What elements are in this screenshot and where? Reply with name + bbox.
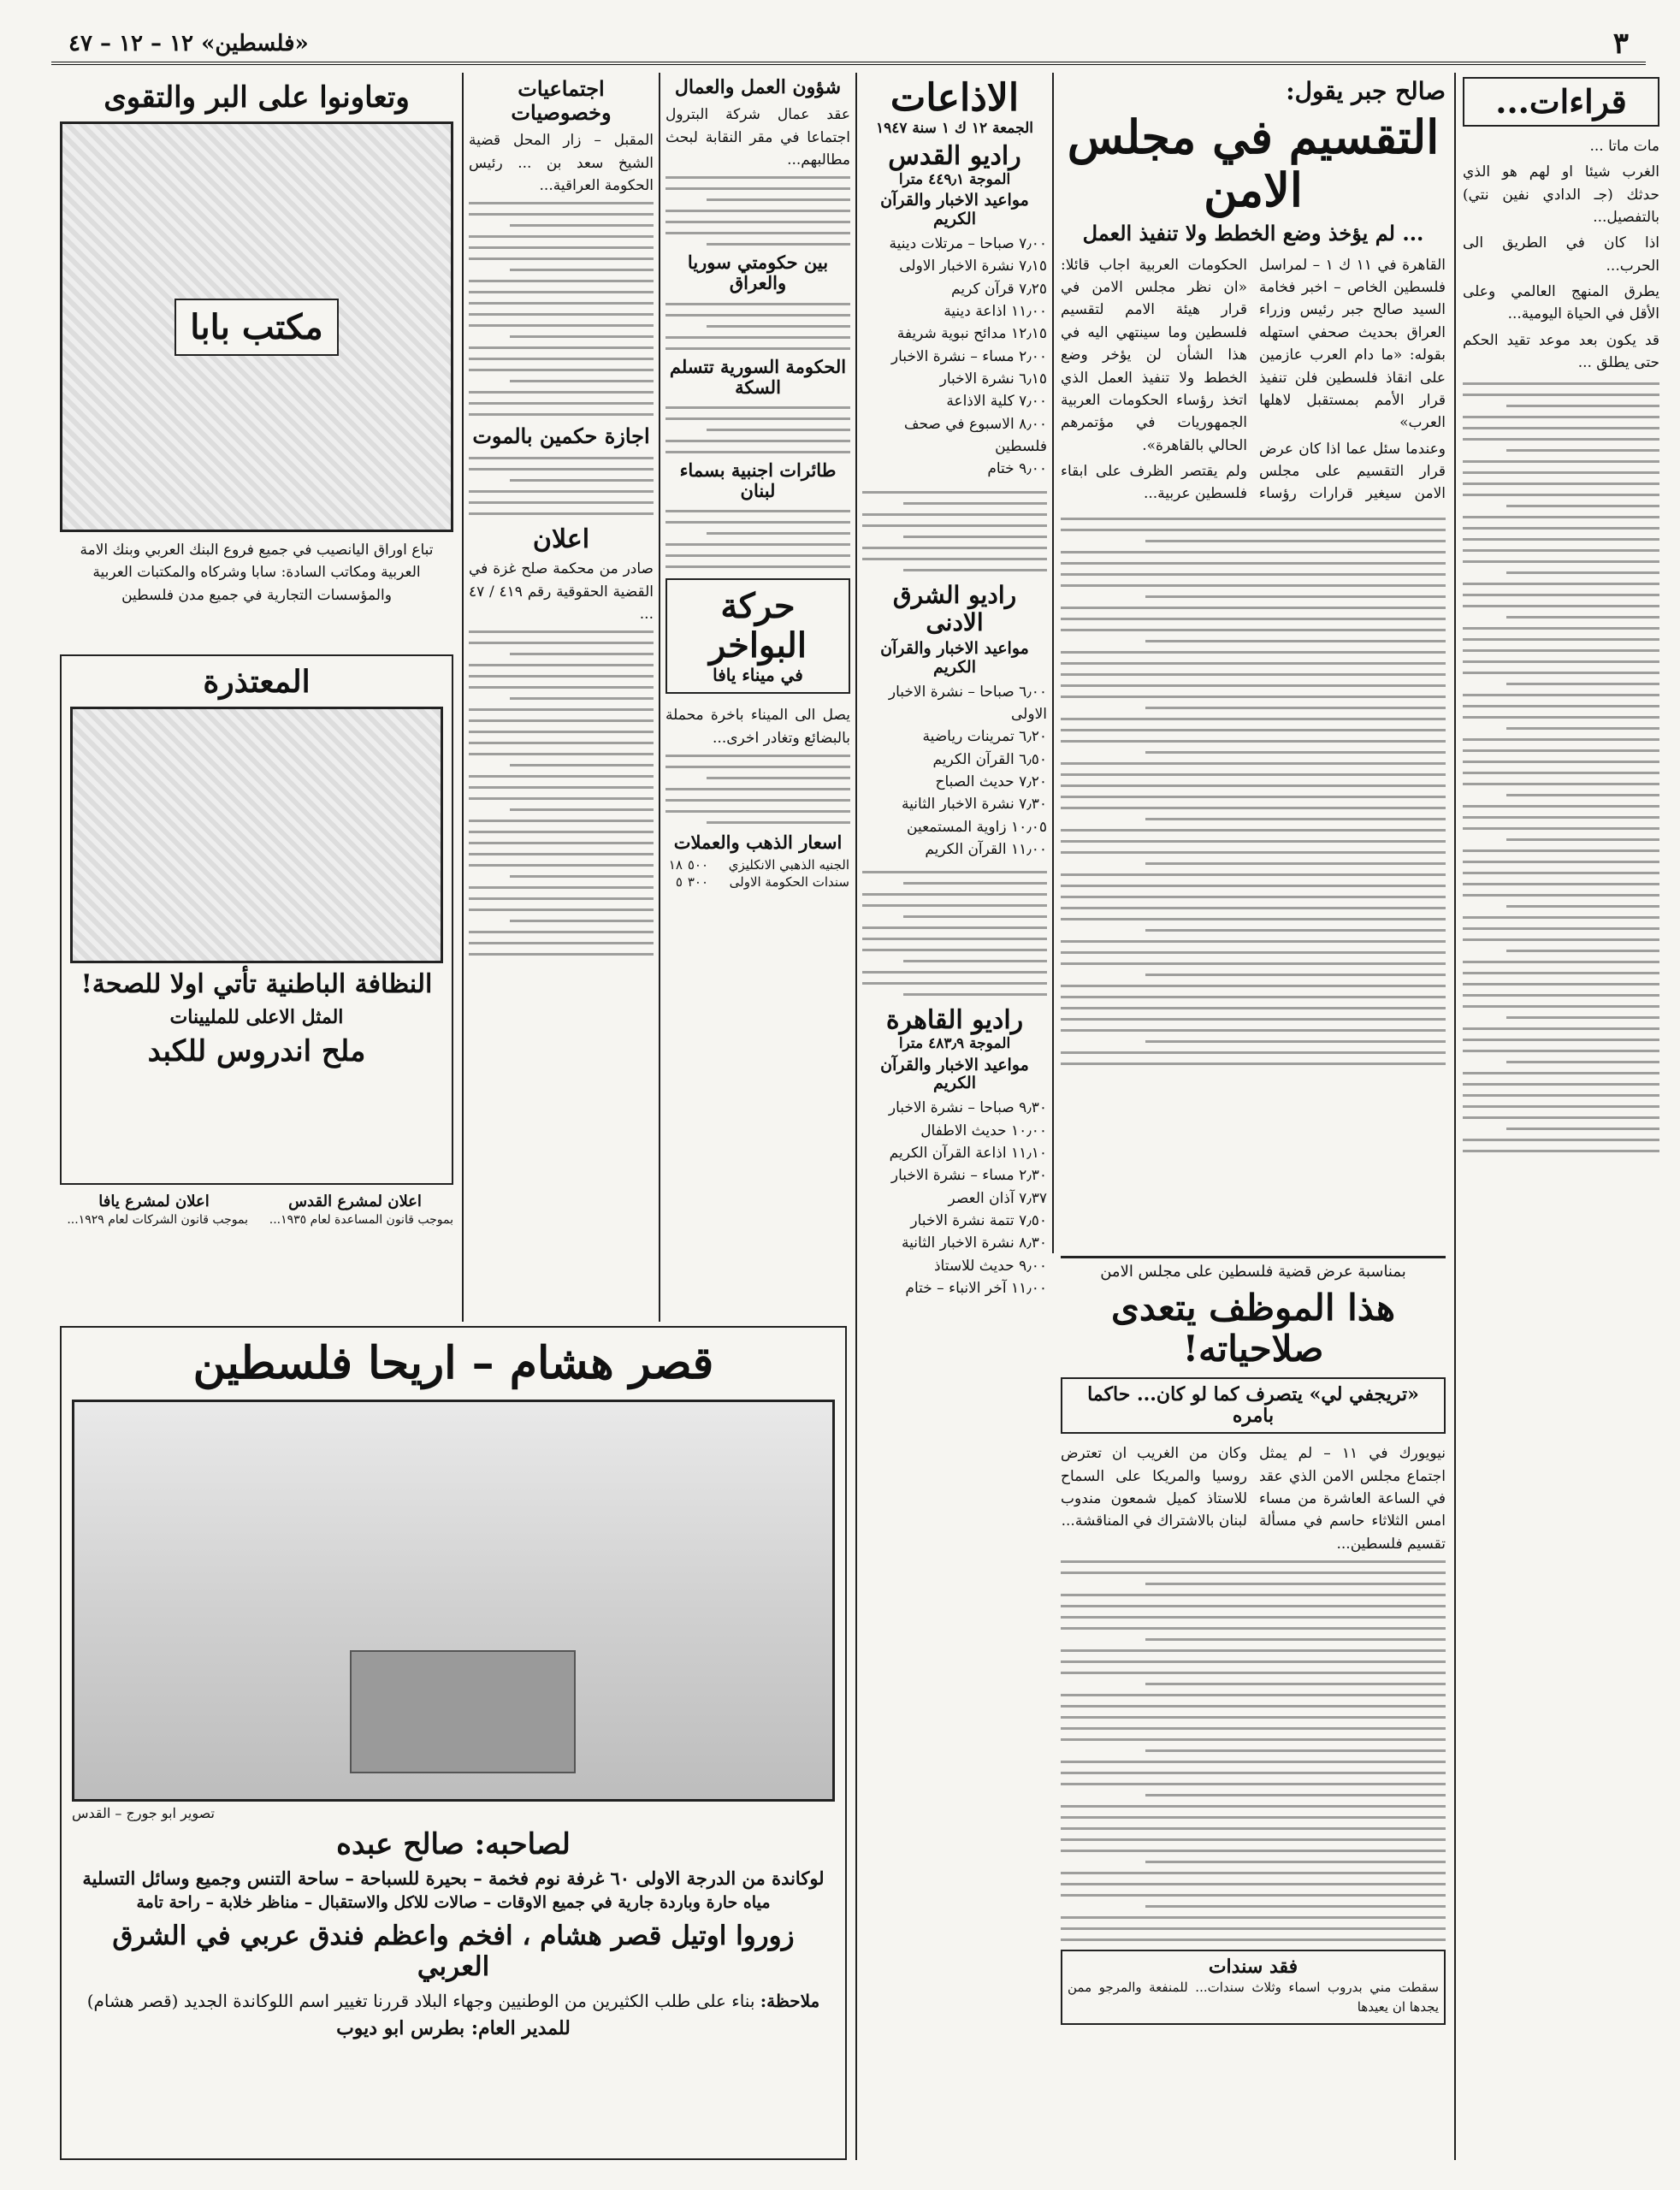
hotel-note-text: بناء على طلب الكثيرين من الوطنيين وجهاء البلاد قررنا تغيير اسم اللوكاندة الجديد (قصر هشام) (86, 1991, 755, 2012)
date-line: «فلسطين» ١٢ – ١٢ – ٤٧ (68, 31, 309, 56)
schedule-item: ٦٫١٥ نشرة الاخبار (939, 370, 1047, 388)
readings-para: الغرب شيئا او لهم هو الذي حدثك (جـ الدادي نفين نتي) بالتفصيل... (1463, 163, 1659, 227)
social-sub1: اجازة حكمين بالموت (472, 423, 650, 449)
lottery-footer: تباع اوراق اليانصيب في جميع فروع البنك العربي وبنك الامة العربية ومكاتب السادة: سابا وشركاه والمكتبات العربية والمؤسسات التجارية في جميع مدن فلسطين (80, 542, 434, 604)
schedule-item: ١٠٫٠٠ حديث الاطفال (920, 1122, 1047, 1139)
hotel-line1: لوكاندة من الدرجة الاولى ٦٠ غرفة نوم فخمة – بحيرة للسباحة – ساحة التنس وجميع وسائل التسلية (82, 1867, 825, 1889)
second-headline: هذا الموظف يتعدى صلاحياته! (1110, 1287, 1395, 1370)
labour-lines (665, 401, 850, 453)
second-caption: بمناسبة عرض قضية فلسطين على مجلس الامن (1100, 1263, 1406, 1281)
liver-salt-title: المعتذرة (203, 664, 311, 700)
hotel-big-line: زوروا اوتيل قصر هشام ، افخم واعظم فندق عربي في الشرق العربي (112, 1920, 795, 1982)
readings-column (1463, 77, 1659, 2156)
main-para: ولم يقتصر الظرف على ابقاء فلسطين عربية... (1061, 462, 1247, 503)
schedule-item: ٨٫٠٠ الاسبوع في صحف فلسطين (903, 415, 1047, 455)
station-cairo-wave: الموجة ٤٨٣٫٩ مترا (898, 1034, 1011, 1052)
main-text-lines (1061, 512, 1446, 1065)
readings-para: اذا كان في الطريق الى الحرب... (1463, 234, 1659, 275)
lottery-image (60, 121, 453, 532)
schedule-item: ٧٫٢٥ قرآن كريم (951, 280, 1047, 298)
hotel-ad (60, 1326, 847, 2160)
social-body: المقبل – زار المحل قضية الشيخ سعد بن ... رئيس الحكومة العراقية... (469, 132, 654, 194)
hotel-note-label: ملاحظة: (760, 1991, 820, 2012)
schedule-item: ٢٫٠٠ مساء – نشرة الاخبار (890, 347, 1047, 365)
schedule-item: ٢٫٣٠ مساء – نشرة الاخبار (890, 1167, 1047, 1185)
section-divider (1061, 1256, 1446, 1258)
labour-lines (665, 171, 850, 246)
column-rule (855, 73, 857, 2160)
schedule-item: ٦٫٥٠ القرآن الكريم (932, 750, 1047, 768)
schedule-item: ١٠٫٠٥ زاوية المستمعين (907, 818, 1047, 836)
social-lines (469, 452, 654, 515)
social-sub2-body: صادر من محكمة صلح غزة في القضية الحقوقية رقم ٤١٩ / ٤٧ ... (469, 560, 654, 623)
schedule-item: ٧٫٠٠ كلية الاذاعة (946, 393, 1047, 411)
port-subtitle: في ميناء يافا (713, 665, 803, 686)
schedule-item: ٩٫٠٠ ختام (987, 460, 1047, 478)
labour-title: شؤون العمل والعمال (674, 77, 842, 98)
small-ad (60, 1193, 248, 1305)
liver-salt-brand: ملح اندروس للكبد (147, 1034, 366, 1069)
readings-para: يطرق المنهج العالمي وعلى الأقل في الحياة اليومية... (1463, 283, 1659, 323)
gold-table (665, 856, 850, 891)
readings-text-lines (1463, 377, 1659, 1152)
table-row (665, 856, 850, 873)
broadcasts-date: الجمعة ١٢ ك ١ سنة ١٩٤٧ (875, 119, 1034, 137)
main-kicker: صالح جبر يقول: (1286, 77, 1446, 105)
port-lines (665, 749, 850, 824)
liver-salt-headline: النظافة الباطنية تأتي اولا للصحة! (80, 969, 433, 1000)
schedule-item: ١١٫٠٠ اذاعة دينية (944, 302, 1047, 320)
schedule-lines (862, 486, 1047, 571)
social-column (469, 77, 654, 1317)
readings-para: مات ماتا ... (1589, 138, 1659, 155)
schedule-item: ٧٫٣٧ آذان العصر (948, 1189, 1047, 1207)
main-subhead: ... لم يؤخذ وضع الخطط ولا تنفيذ العمل (1082, 221, 1424, 246)
column-rule (1052, 73, 1054, 1253)
page-number: ٣ (1612, 27, 1629, 61)
port-box (665, 578, 850, 694)
labour-sub2: الحكومة السورية تتسلم السكة (669, 355, 847, 398)
readings-title: قراءات... (1495, 82, 1627, 121)
schedule-item: ٦٫٢٠ تمرينات رياضية (922, 728, 1047, 746)
readings-title-box (1463, 77, 1659, 127)
cairo-schedule (862, 1097, 1047, 1299)
station-cairo: راديو القاهرة (885, 1005, 1024, 1036)
hotel-line2: مياه حارة وباردة جارية في جميع الاوقات – صالات للاكل والاستقبال – مناظر خلابة – راحة تامة (136, 1893, 771, 1913)
small-ad (257, 1193, 453, 1305)
second-text-lines (1061, 1555, 1446, 1941)
port-title: حركة البواخر (709, 586, 807, 666)
schedule-item: ٧٫٣٠ نشرة الاخبار الثانية (902, 796, 1047, 814)
gold-cell: ٥٠٠ (687, 857, 709, 873)
schedule-item: ٧٫١٥ نشرة الاخبار الاولى (899, 257, 1047, 275)
hotel-photo (72, 1400, 835, 1802)
schedule-title: مواعيد الاخبار والقرآن الكريم (880, 639, 1029, 677)
social-title: اجتماعيات وخصوصيات (511, 77, 612, 125)
liver-salt-image (70, 707, 443, 963)
second-subhead: «تريجفي لي» يتصرف كما لو كان... حاكما بامره (1061, 1377, 1446, 1435)
lost-notice-body: سقطت مني بدروب اسماء وثلاث سندات... للمنفعة والمرجو ممن يجدها ان يعيدها (1068, 1980, 1439, 2015)
social-lines (469, 197, 654, 416)
gold-title: اسعار الذهب والعملات (673, 831, 843, 853)
readings-body (1463, 135, 1659, 374)
near-east-schedule (862, 681, 1047, 861)
small-ad-body: بموجب قانون المساعدة لعام ١٩٣٥... (269, 1212, 453, 1227)
labour-lines (665, 505, 850, 568)
port-body: يصل الى الميناء باخرة محملة بالبضائع وتغادر اخرى... (665, 707, 850, 747)
column-rule (462, 73, 464, 1322)
schedule-title: مواعيد الاخبار والقرآن الكريم (880, 1055, 1029, 1093)
second-article (1061, 1263, 1446, 2161)
lottery-brand: مكتب بابا (175, 299, 338, 356)
main-para: القاهرة في ١١ ك ١ – لمراسل فلسطين الخاص – اخبر فخامة السيد صالح جبر رئيس وزراء العراق بحديث صحفي استهله بقوله: «ما دام العرب عازمين على انقاذ فلسطين فلن تنفيذ قرار الأمم بمستقبل لاهلها العرب» (1259, 256, 1446, 432)
schedule-item: ٧٫٢٠ حديث الصباح (935, 773, 1047, 791)
photo-caption: تصوير ابو جورج – القدس (72, 1804, 215, 1821)
second-para: وكان من الغريب ان تعترض روسيا والمريكا على السماح للاستاذ كميل شمعون مندوب لبنان بالاشتراك في المناقشة... (1061, 1445, 1247, 1530)
labour-body: عقد عمال شركة البترول اجتماعا في مقر النقابة لبحث مطالبهم... (665, 106, 850, 169)
column-rule (1454, 73, 1456, 2160)
masthead (51, 26, 1646, 65)
schedule-item: ٨٫٣٠ نشرة الاخبار الثانية (902, 1234, 1047, 1252)
main-para: وعندما سئل عما اذا كان عرض قرار التقسيم على مجلس الامن سيغير قرارات رؤساء الحكومات العربية اجاب قائلا: «ان نظر مجلس الامن في قرار هيئة الامم لتقسيم فلسطين وما سينتهي اليه في هذا الشأن لن يؤخر وضع الخطط ولا تنفيذ العمل الذي اتخذ رؤساء الحكومات العربية الجمهوريات في مؤتمرهم الحالي بالقاهرة». (1061, 256, 1446, 503)
hotel-owner: لصاحبه: صالح عبده (336, 1826, 571, 1862)
station-jerusalem: راديو القدس (888, 141, 1021, 172)
small-ad-title: اعلان لمشرع القدس (288, 1193, 422, 1210)
labour-sub3: طائرات اجنبية بسماء لبنان (679, 459, 837, 502)
social-sub2: اعلان (532, 524, 590, 554)
second-body (1061, 1442, 1446, 1555)
lost-notice-title: فقد سندات (1208, 1955, 1298, 1978)
schedule-item: ١١٫١٠ اذاعة القرآن الكريم (889, 1144, 1047, 1162)
readings-para: قد يكون بعد موعد تقيد الحكم حتى يطلق ... (1463, 331, 1659, 372)
schedule-item: ١١٫٠٠ القرآن الكريم (925, 841, 1047, 859)
broadcasts-column (862, 77, 1047, 2156)
labour-sub1: بين حكومتي سوريا والعراق (687, 252, 829, 294)
schedule-item: ٧٫٥٠ تتمة نشرة الاخبار (910, 1211, 1047, 1229)
labour-column (665, 77, 850, 1317)
lottery-headline: وتعاونوا على البر والتقوى (104, 81, 410, 115)
schedule-item: ١١٫٠٠ آخر الانباء – ختام (905, 1279, 1047, 1297)
lottery-ad (60, 81, 453, 642)
small-ad-title: اعلان لمشرع يافا (98, 1193, 210, 1210)
schedule-item: ٩٫٠٠ حديث للاستاذ (933, 1257, 1047, 1275)
liver-salt-slogan: المثل الاعلى للمليينات (169, 1005, 344, 1028)
schedule-lines (862, 866, 1047, 996)
hotel-headline: قصر هشام – اريحا فلسطين (192, 1337, 714, 1389)
liver-salt-ad (60, 654, 453, 1185)
hotel-manager: للمدير العام: بطرس ابو ديوب (336, 2017, 571, 2040)
main-headline: التقسيم في مجلس الامن (1067, 110, 1440, 218)
gold-cell: ١٨ (668, 857, 683, 873)
gold-cell: سندات الحكومة الاولى (729, 874, 849, 890)
schedule-item: ٦٫٠٠ صباحا – نشرة الاخبار الاولى (888, 683, 1047, 724)
hotel-note (72, 1991, 835, 2011)
station-jerusalem-wave: الموجة ٤٤٩٫١ مترا (898, 170, 1011, 188)
main-article (1061, 77, 1446, 1249)
second-para: نيويورك في ١١ – لم يمثل اجتماع مجلس الامن الذي عقد في الساعة العاشرة من مساء امس الثلاثاء حاسم في مسألة تقسيم فلسطين... (1259, 1445, 1446, 1553)
column-rule (659, 73, 660, 1322)
jerusalem-schedule (862, 233, 1047, 481)
labour-lines (665, 298, 850, 350)
building-shape (350, 1650, 576, 1773)
table-row (665, 873, 850, 891)
gold-cell: الجنيه الذهبي الانكليزي (728, 857, 849, 873)
broadcasts-title: الاذاعات (890, 77, 1020, 120)
gold-cell: ٣٠٠ (687, 874, 709, 890)
lost-notice (1061, 1950, 1446, 2025)
gold-cell: ٥ (675, 874, 683, 890)
main-body (1061, 254, 1446, 507)
small-ad-body: بموجب قانون الشركات لعام ١٩٢٩... (67, 1212, 248, 1227)
social-lines (469, 625, 654, 956)
schedule-item: ٩٫٣٠ صباحا – نشرة الاخبار (888, 1099, 1047, 1117)
schedule-item: ٧٫٠٠ صباحا – مرتلات دينية (889, 234, 1047, 252)
schedule-title: مواعيد الاخبار والقرآن الكريم (880, 191, 1029, 229)
schedule-item: ١٢٫١٥ مدائح نبوية شريفة (896, 325, 1047, 343)
station-near-east: راديو الشرق الادنى (892, 580, 1017, 636)
